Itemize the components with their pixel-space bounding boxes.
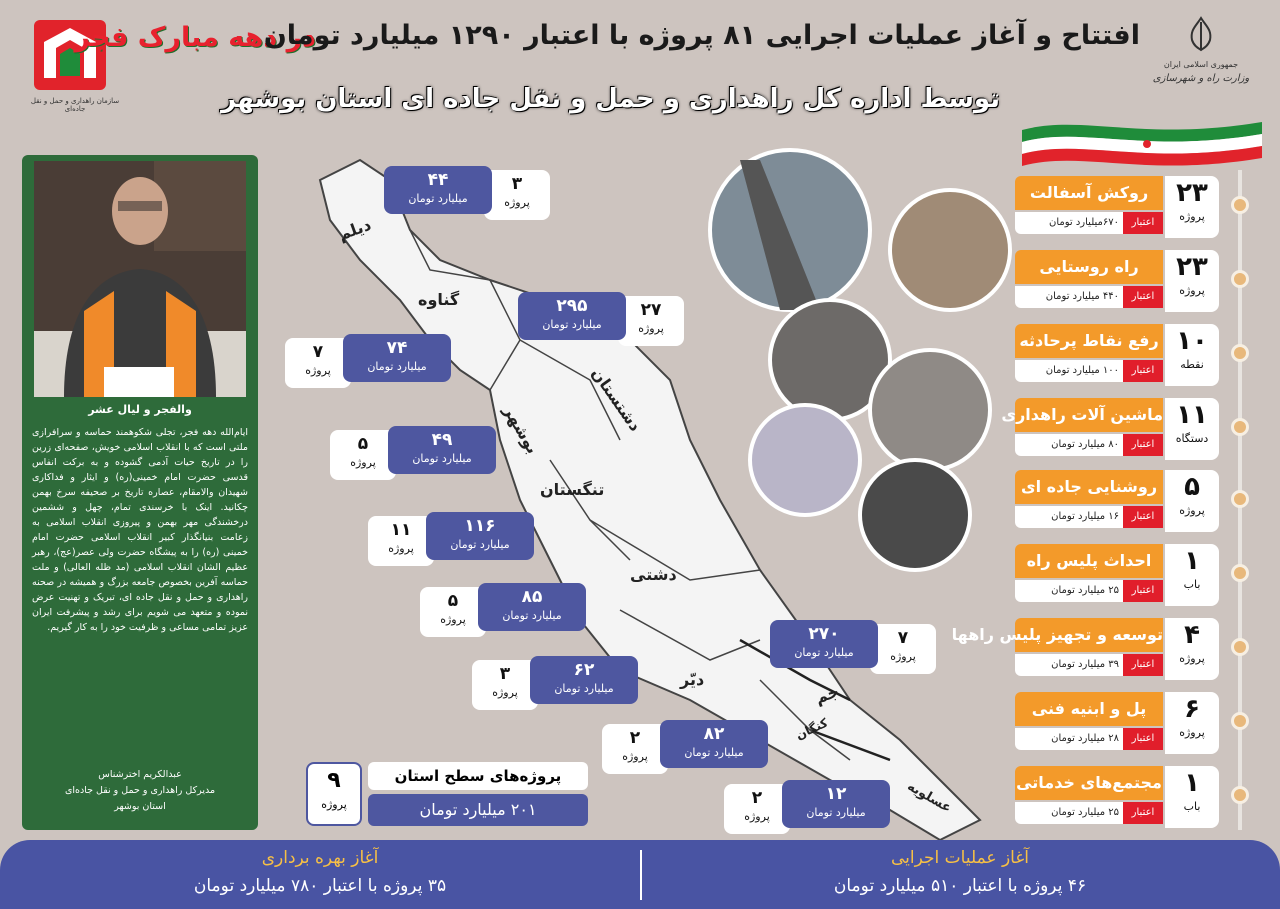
category-count: ۵ پروژه (1165, 470, 1219, 532)
category-name: ماشین آلات راهداری (1015, 398, 1163, 432)
footer-banner (0, 840, 1280, 909)
iran-flag (1022, 112, 1262, 172)
callout-amount: ۸۲ میلیارد تومان (660, 720, 768, 768)
timeline-dot (1231, 344, 1249, 362)
footer-divider (640, 850, 642, 900)
signer-role: مدیرکل راهداری و حمل و نقل جاده‌ای (64, 785, 216, 796)
org-caption: سازمان راهداری و حمل و نقل جاده‌ای (30, 97, 120, 113)
timeline-dot (1231, 564, 1249, 582)
category-item (1015, 470, 1225, 532)
county-label-kangan: کنگان (793, 715, 830, 743)
callout-count: ۵ پروژه (330, 430, 396, 480)
project-photos (700, 160, 1000, 520)
callout-amount: ۴۴ میلیارد تومان (384, 166, 492, 214)
callout-amount: ۱۱۶ میلیارد تومان (426, 512, 534, 560)
budget-tag: اعتبار (1123, 506, 1163, 528)
county-label-tangestan: تنگستان (540, 480, 605, 499)
province-total-box (306, 762, 588, 828)
director-photo (34, 161, 246, 397)
callout-dashtestan (510, 296, 684, 346)
ministry-text: وزارت راه و شهرسازی (1152, 73, 1250, 84)
category-budget (1015, 728, 1163, 750)
footer-exploitation-text: ۳۵ پروژه با اعتبار ۷۸۰ میلیارد تومان (193, 876, 447, 896)
category-budget (1015, 506, 1163, 528)
county-label-jam: جم (812, 681, 842, 708)
category-count: ۱۰ نقطه (1165, 324, 1219, 386)
category-name: راه روستایی (1015, 250, 1163, 284)
budget-value: ۲۵ میلیارد تومان (1051, 585, 1119, 596)
page-subtitle: توسط اداره کل راهداری و حمل و نقل جاده ای استان بوشهر (221, 84, 1000, 114)
callout-amount: ۶۲ میلیارد تومان (530, 656, 638, 704)
footer-exploitation-title: آغاز بهره برداری (261, 848, 379, 868)
category-name: رفع نقاط پرحادثه (1015, 324, 1163, 358)
callout-jam (762, 624, 936, 674)
callout-dashti (420, 587, 594, 637)
budget-tag: اعتبار (1123, 286, 1163, 308)
category-count: ۱۱ دستگاه (1165, 398, 1219, 460)
county-label-dashti: دشتی (630, 565, 677, 584)
category-budget (1015, 286, 1163, 308)
county-label-dashtestan: دشتستان (587, 364, 646, 435)
category-count: ۱ باب (1165, 544, 1219, 606)
county-label-dayyer: دیّر (680, 670, 705, 689)
iran-emblem-icon (1186, 16, 1216, 52)
footer-operation-title: آغاز عملیات اجرایی (891, 848, 1029, 868)
budget-value: ۴۴۰ میلیارد تومان (1045, 291, 1119, 302)
republic-text: جمهوری اسلامی ایران (1163, 60, 1239, 69)
category-budget (1015, 654, 1163, 676)
category-name: توسعه و تجهیز پلیس راهها (1015, 618, 1163, 652)
footer-operation-text: ۴۶ پروژه با اعتبار ۵۱۰ میلیارد تومان (833, 876, 1087, 896)
category-item (1015, 544, 1225, 606)
category-count: ۶ پروژه (1165, 692, 1219, 754)
budget-tag: اعتبار (1123, 434, 1163, 456)
callout-genaveh (285, 338, 459, 388)
total-budget: ۲۰۱ میلیارد تومان (368, 794, 588, 826)
budget-value: ۸۰ میلیارد تومان (1051, 439, 1119, 450)
category-budget (1015, 802, 1163, 824)
category-item (1015, 250, 1225, 312)
timeline-dot (1231, 712, 1249, 730)
callout-amount: ۷۴ میلیارد تومان (343, 334, 451, 382)
callout-count: ۵ پروژه (420, 587, 486, 637)
callout-count: ۷ پروژه (285, 338, 351, 388)
county-label-asaluyeh: عسلویه (904, 778, 954, 817)
callout-amount: ۲۹۵ میلیارد تومان (518, 292, 626, 340)
category-budget (1015, 580, 1163, 602)
budget-value: ۲۸ میلیارد تومان (1051, 733, 1119, 744)
signature-block (32, 767, 248, 815)
timeline-dot (1231, 418, 1249, 436)
category-name: روشنایی جاده ای (1015, 470, 1163, 504)
timeline-dot (1231, 638, 1249, 656)
category-item (1015, 176, 1225, 238)
callout-count: ۱۱ پروژه (368, 516, 434, 566)
callout-amount: ۲۷۰ میلیارد تومان (770, 620, 878, 668)
county-label-bushehr: بوشهر (499, 402, 543, 457)
signer-org: استان بوشهر (114, 801, 166, 812)
callout-asaluyeh (724, 784, 898, 834)
category-count: ۲۳ پروژه (1165, 176, 1219, 238)
budget-value: ۲۵ میلیارد تومان (1051, 807, 1119, 818)
callout-tangestan (368, 516, 542, 566)
budget-value: ۱۰۰ میلیارد تومان (1045, 365, 1119, 376)
category-item (1015, 766, 1225, 828)
callout-amount: ۴۹ میلیارد تومان (388, 426, 496, 474)
callout-count: ۳ پروژه (484, 170, 550, 220)
timeline-dot (1231, 270, 1249, 288)
director-message-panel (22, 155, 258, 830)
callout-amount: ۱۲ میلیارد تومان (782, 780, 890, 828)
callout-dayyer (472, 660, 646, 710)
category-budget (1015, 360, 1163, 382)
budget-value: ۳۹ میلیارد تومان (1051, 659, 1119, 670)
budget-value: ۶۷۰میلیارد تومان (1048, 217, 1119, 228)
category-item (1015, 324, 1225, 386)
callout-count: ۲ پروژه (602, 724, 668, 774)
timeline-dot (1231, 490, 1249, 508)
category-count: ۲۳ پروژه (1165, 250, 1219, 312)
timeline-dot (1231, 786, 1249, 804)
category-item (1015, 692, 1225, 754)
total-count: ۹ پروژه (306, 762, 362, 826)
budget-tag: اعتبار (1123, 360, 1163, 382)
category-item (1001, 398, 1225, 460)
timeline-dot (1231, 196, 1249, 214)
category-item (951, 618, 1225, 680)
callout-count: ۲۷ پروژه (618, 296, 684, 346)
message-body: ایام‌الله دهه فجر، تجلی شکوهمند حماسه و سرافرازی ملتی است که با انقلاب اسلامی خویش، صفحه‌ای زرین را در تاریخ حیات آدمی گشوده و به برکت انفاس قدسی حضرت امام خمینی(ره) و ایثار و فداکاری شهیدان والامقام، عصاره تاریخ بر صحیفه سرخ بهمن چکانید. اینک با خرسندی تمام، چهل و ششمین درخشندگی مهر بهمن و پیروزی انقلاب اسلامی به زعامت بنیانگذار کبیر انقلاب اسلامی حضرت امام خمینی (ره) را به پیشگاه حضرت ولی عصر(عج)، رهبر عظیم الشان انقلاب اسلامی (مد ظله العالی) و ملت حماسه آفرین بخصوص جامعه بزرگ و همیشه در صحنه راهداری و حمل و نقل جاده ای، تبریک و تهنیت عرض نموده و متعهد می شویم برای رشد و پیشرفت ایران عزیز تمامی مساعی و ظرفیت خود را به کار گیریم. (32, 427, 248, 633)
callout-deylam (376, 170, 550, 220)
budget-tag: اعتبار (1123, 654, 1163, 676)
callout-count: ۳ پروژه (472, 660, 538, 710)
callout-amount: ۸۵ میلیارد تومان (478, 583, 586, 631)
category-name: مجتمع‌های خدماتی (1015, 766, 1163, 800)
county-label-deylam: دیلم (335, 214, 374, 245)
page-title: افتتاح و آغاز عملیات اجرایی ۸۱ پروژه با اعتبار ۱۲۹۰ میلیارد تومان (263, 20, 1140, 51)
callout-count: ۲ پروژه (724, 784, 790, 834)
county-label-genaveh: گناوه (418, 290, 460, 309)
budget-tag: اعتبار (1123, 728, 1163, 750)
category-name: پل و ابنیه فنی (1015, 692, 1163, 726)
category-name: روکش آسفالت (1015, 176, 1163, 210)
ministry-caption (1150, 58, 1252, 86)
total-title: پروژه‌های سطح استان (368, 762, 588, 790)
category-count: ۴ پروژه (1165, 618, 1219, 680)
message-title: والفجر و لیال عشر (88, 403, 192, 416)
category-budget (1015, 212, 1163, 234)
budget-value: ۱۶ میلیارد تومان (1051, 511, 1119, 522)
callout-kangan (602, 724, 776, 774)
category-budget (1015, 434, 1163, 456)
title-decade: در دهه مبارک فجر (74, 22, 316, 53)
budget-tag: اعتبار (1123, 212, 1163, 234)
category-count: ۱ باب (1165, 766, 1219, 828)
signer-name: عبدالکریم اخترشناس (98, 769, 182, 780)
category-name: احداث پلیس راه (1015, 544, 1163, 578)
callout-count: ۷ پروژه (870, 624, 936, 674)
budget-tag: اعتبار (1123, 580, 1163, 602)
budget-tag: اعتبار (1123, 802, 1163, 824)
callout-bushehr (330, 430, 504, 480)
